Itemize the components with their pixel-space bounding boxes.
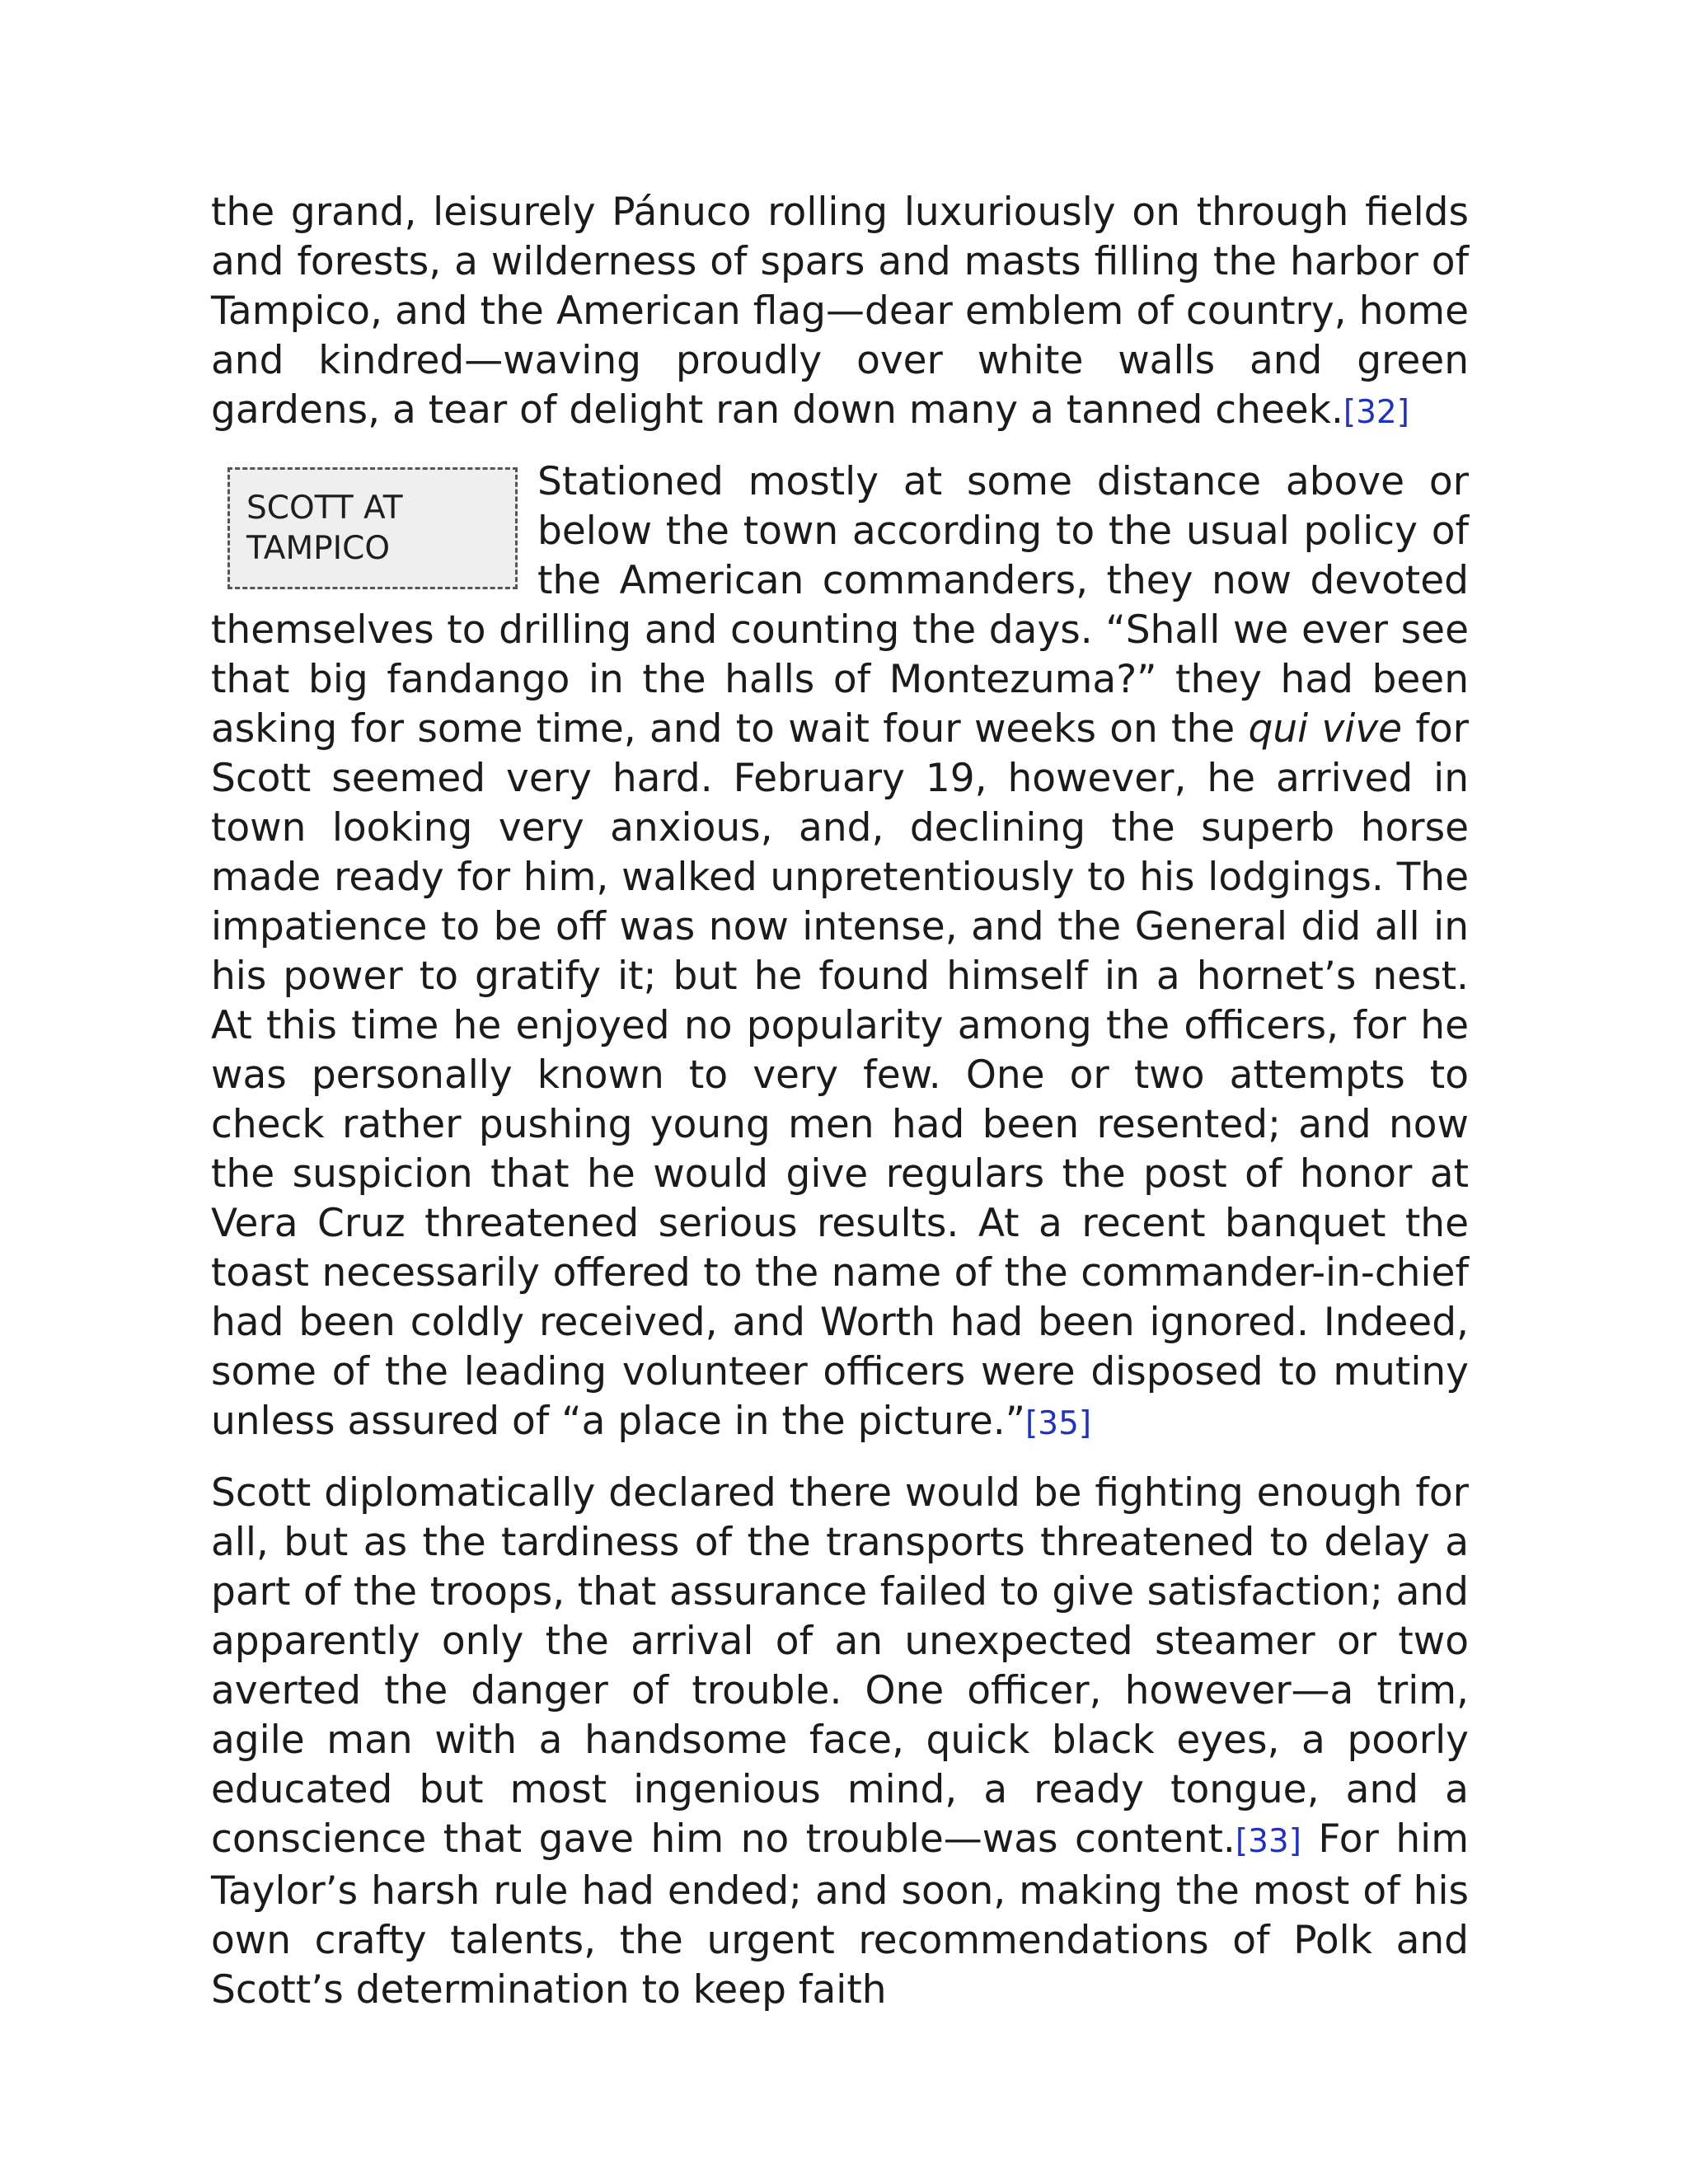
- footnote-link-35[interactable]: [35]: [1025, 1405, 1092, 1442]
- paragraph-2: [211, 457, 1469, 1449]
- paragraph-1-text: the grand, leisurely Pánuco rolling luxuriously on through fields and forests, a wilderness of spars and masts filling the harbor of Tampico, and the American flag—dear emblem of country, home and kindred—waving proudly over white walls and green gardens, a tear of delight ran down many a tanned cheek.: [211, 190, 1469, 433]
- sidenote-scott-at-tampico: SCOTT AT TAMPICO: [227, 467, 518, 589]
- paragraph-1: [211, 188, 1469, 438]
- paragraph-3-text-a: Scott diplomatically declared there would be fighting enough for all, but as the tardiness of the transports threatened to delay a part of the troops, that assurance failed to give satisfaction; and apparently only the arrival of an unexpected steamer or two averted the danger of trouble. One officer, however—a trim, agile man with a handsome face, quick black eyes, a poorly educated but most ingenious mind, a ready tongue, and a conscience that gave him no trouble—was content.: [211, 1470, 1469, 1862]
- paragraph-3: [211, 1469, 1469, 2015]
- footnote-link-33[interactable]: [33]: [1235, 1823, 1301, 1860]
- paragraph-2-text-a: Stationed mostly at some distance above or below the town according to the usual policy of the American commanders, they now devoted themselves to drilling and counting the days. “Shall we ever see that big fandango in the halls of Montezuma?” they had been asking for some time, and to wait four weeks on the: [211, 459, 1469, 752]
- paragraph-2-text-b: for Scott seemed very hard. February 19, however, he arrived in town looking very anxious, and, declining the superb horse made ready for him, walked unpretentiously to his lodgings. The impatience to be off was now intense, and the General did all in his power to gratify it; but he found himself in a hornet’s nest. At this time he enjoyed no popularity among the officers, for he was personally known to very few. One or two attempts to check rather pushing young men had been resented; and now the suspicion that he would give regulars the post of honor at Vera Cruz threatened serious results. At a recent banquet the toast necessarily offered to the name of the commander-in-chief had been coldly received, and Worth had been ignored. Indeed, some of the leading volunteer officers were disposed to mutiny unless assured of “a place in the picture.”: [211, 706, 1469, 1444]
- book-page: [211, 188, 1469, 2015]
- paragraph-3-text-b: For him Taylor’s harsh rule had ended; and soon, making the most of his own crafty talents, the urgent recommendations of Polk and Scott’s determination to keep faith: [211, 1816, 1469, 2013]
- italic-phrase: qui vive: [1248, 706, 1403, 752]
- footnote-link-32[interactable]: [32]: [1343, 394, 1409, 431]
